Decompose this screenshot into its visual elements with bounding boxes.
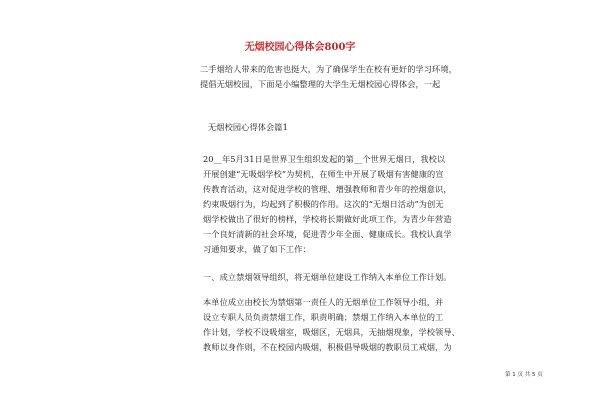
point-heading: 一、成立禁烟领导组织，将无烟单位建设工作纳入本单位工作计划。 <box>203 272 452 282</box>
text-line: 20__年5月31日是世界卫生组织发起的第__个世界无烟日，我校以 <box>203 154 446 164</box>
body-paragraph <box>203 152 452 257</box>
text-line: 提倡无烟校园，下面是小编整理的大学生无烟校园心得体会，一起 <box>200 79 441 89</box>
text-line: 二手烟给人带来的危害也挺大，为了确保学生在校有更好的学习环境， <box>200 64 457 74</box>
text-line: 作计划，学校不设吸烟室，吸烟区，无烟具，无抽烟现象，学校领导、 <box>203 327 460 337</box>
section-heading: 无烟校园心得体会篇1 <box>208 122 288 132</box>
text-line: 约束吸烟行为，均起到了积极的作用。这次的“无烟日活动”为创无 <box>203 199 444 209</box>
text-line: 教师以身作则，不在校园内吸烟，积极倡导吸烟的教职员工戒烟，为 <box>203 342 452 352</box>
text-line: 本单位成立由校长为禁烟第一责任人的无烟单位工作领导小组，并 <box>203 297 444 307</box>
body-paragraph <box>203 295 460 355</box>
text-line: 传教育活动，这对促进学校的管理、增强教师和青少年的控烟意识， <box>203 184 452 194</box>
text-line: 一个良好清新的社会环境，促进青少年全面、健康成长。我校认真学 <box>203 229 452 239</box>
page-number: 第 1 页 共 5 页 <box>505 372 543 378</box>
page-title: 无烟校园心得体会800字 <box>244 42 356 53</box>
text-line: 习通知要求，做了如下工作： <box>203 244 311 254</box>
text-line: 开展创建“无吸烟学校”为契机，在师生中开展了吸烟有害健康的宣 <box>203 169 444 179</box>
intro-paragraph <box>200 62 457 92</box>
text-line: 烟学校做出了很好的榜样，学校将长期做好此项工作，为青少年营造 <box>203 214 452 224</box>
text-line: 设立专职人员负责禁烟工作，职责明确；禁烟工作纳入本单位的工 <box>203 312 444 322</box>
